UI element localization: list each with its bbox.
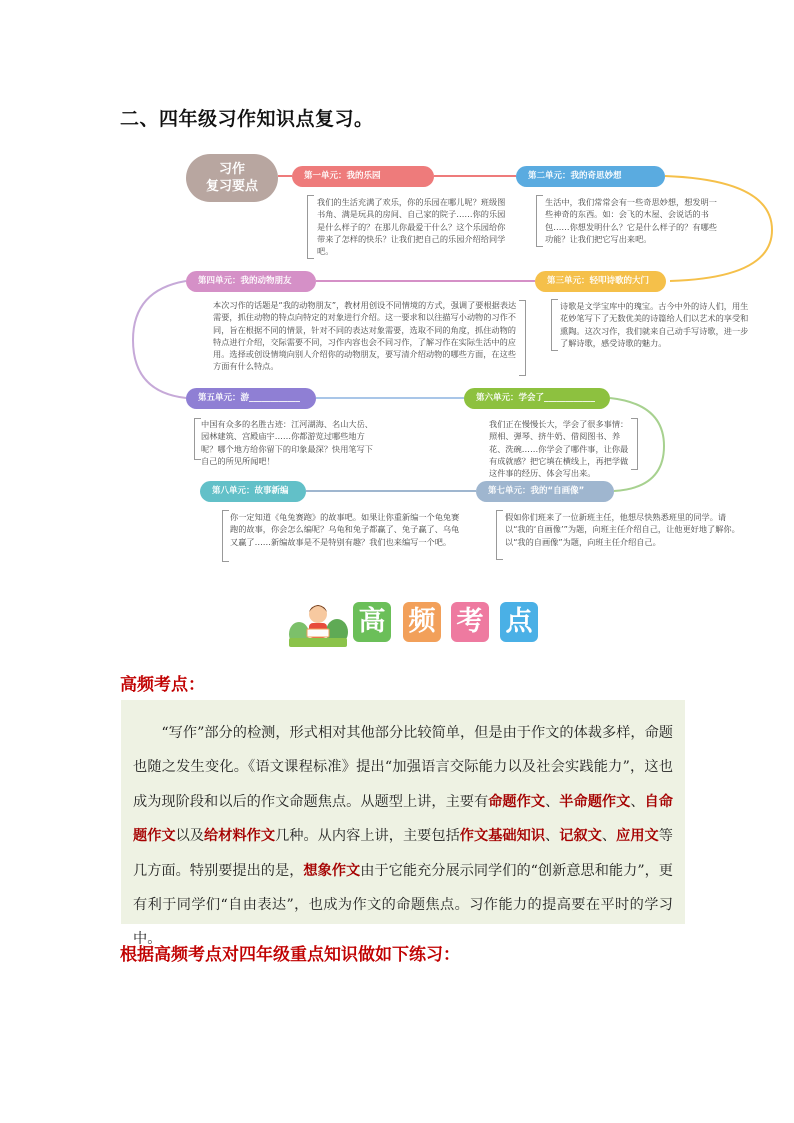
unit-4-header: 第四单元：我的动物朋友 — [186, 271, 316, 292]
keyword-text: 半命题作文 — [559, 793, 631, 810]
unit-8-bracket — [222, 510, 229, 562]
keyword-text: 命题作文 — [488, 793, 546, 810]
unit-4-bracket — [519, 300, 526, 376]
keyword-text: 记叙文 — [559, 828, 602, 845]
unit-5-header: 第五单元：游____________ — [186, 388, 316, 409]
unit-6-text: 我们正在慢慢长大，学会了很多事情：照相、弹琴、挤牛奶、借阅图书、养花、洗碗……你学会了哪件事，让你最有成就感？把它填在横线上，再把学做这件事的经历、体会写出来。 — [489, 419, 629, 479]
student-reading-icon — [285, 598, 351, 648]
banner — [285, 598, 545, 648]
paragraph-text: 几种。从内容上讲，主要包括 — [275, 828, 460, 845]
practice-heading: 根据高频考点对四年级重点知识做如下练习： — [120, 945, 460, 965]
keyword-text: 自命题作文 — [133, 793, 673, 845]
unit-7-header: 第七单元：我的“自画像” — [476, 481, 614, 502]
unit-1-text: 我们的生活充满了欢乐，你的乐园在哪儿呢？班级图书角、满是玩具的房间、自己家的院子……你的乐园是什么样子的？在那儿你最爱干什么？这个乐园给你带来了怎样的快乐？让我们把自己的乐园介绍给同学吧。 — [317, 197, 506, 257]
paragraph-text: 、 — [545, 828, 560, 845]
paragraph-text: 、 — [630, 793, 645, 810]
unit-5-text: 中国有众多的名胜古迹：江河湖海、名山大岳、园林建筑、宫殿庙宇……你都游览过哪些地方呢？哪个地方给你留下的印象最深？快用笔写下自己的所见所闻吧！ — [201, 419, 373, 466]
unit-3-header: 第三单元：轻叩诗歌的大门 — [535, 271, 666, 292]
paragraph-text: 等几方面。特别要提出的是， — [133, 828, 673, 879]
mindmap-main-label — [186, 154, 278, 202]
unit-2-header: 第二单元：我的奇思妙想 — [516, 166, 665, 187]
unit-7-bracket — [496, 510, 503, 560]
paragraph-text: “写作”部分的检测，形式相对其他部分比较简单，但是由于作文的体裁多样，命题也随之发生变化。《语文课程标准》提出“加强语言交际能力以及社会实践能力”，这也成为现阶段和以后的作文命题焦点。从题型上讲，主要有 — [133, 725, 673, 810]
keyword-text: 作文基础知识 — [459, 828, 546, 845]
unit-3-text: 诗歌是文学宝库中的瑰宝。古今中外的诗人们，用生花妙笔写下了无数优美的诗篇给人们以艺术的享受和熏陶。这次习作，我们就来自己动手写诗歌，进一步了解诗歌，感受诗歌的魅力。 — [560, 301, 749, 348]
banner-char-2: 频 — [403, 602, 441, 642]
connector-line — [133, 281, 186, 398]
unit-1-bracket — [307, 195, 314, 259]
keyword-text: 想象作文 — [303, 862, 361, 879]
unit-1-header: 第一单元：我的乐园 — [292, 166, 434, 187]
unit-7-text: 假如你们班来了一位新班主任，他想尽快熟悉班里的同学。请以“我的‘自画像’”为题，向班主任介绍自己，让他更好地了解你。以“我的自画像”为题，向班主任介绍自己。 — [505, 512, 740, 547]
unit-6-bracket — [631, 418, 638, 470]
unit-2-bracket — [536, 195, 543, 247]
keyword-text: 应用文 — [616, 828, 659, 845]
unit-5-bracket — [194, 418, 201, 460]
keyword-text: 给材料作文 — [204, 828, 276, 845]
unit-6-header: 第六单元：学会了____________ — [464, 388, 610, 409]
unit-8-header: 第八单元：故事新编 — [200, 481, 306, 502]
paragraph-text: 以及 — [175, 828, 205, 845]
paragraph-text: 、 — [601, 828, 617, 845]
unit-3-bracket — [551, 299, 558, 351]
main-label-line2: 复习要点 — [205, 179, 258, 194]
banner-char-3: 考 — [451, 602, 489, 642]
banner-char-4: 点 — [500, 602, 538, 642]
paragraph-text: 由于它能充分展示同学们的“创新意思和能力”，更有利于同学们“自由表达”，也成为作文的命题焦点。习作能力的提高要在平时的学习中。 — [133, 862, 673, 948]
main-label-line1: 习作 — [218, 162, 245, 177]
section-title: 二、四年级习作知识点复习。 — [120, 108, 374, 130]
high-frequency-note-box — [121, 700, 685, 948]
high-frequency-heading: 高频考点： — [120, 675, 205, 695]
high-frequency-paragraph — [133, 716, 673, 957]
unit-4-text: 本次习作的话题是“我的动物朋友”，教材用创设不同情境的方式，强调了要根据表达需要，抓住动物的特点向特定的对象进行介绍。这一要求和以往描写小动物的习作不同，旨在根据不同的情景，针对不同的表达对象需要，选取不同的角度，抓住动物的特点进行介绍，交际需要不同，习作内容也会不同习作，了解习作在实际生活中的应用。选择或创设情境向别人介绍你的动物朋友，要写清介绍动物的哪些方面，在这些方面有什么特点。 — [213, 300, 517, 372]
unit-2-text: 生活中，我们常常会有一些奇思妙想，想发明一些神奇的东西。如：会飞的木屋、会说话的书包……你想发明什么？它是什么样子的？有哪些功能？让我们把它写出来吧。 — [545, 197, 717, 244]
banner-char-1: 高 — [353, 602, 391, 642]
paragraph-text: 、 — [545, 793, 560, 810]
unit-8-text: 你一定知道《龟兔赛跑》的故事吧。如果让你重新编一个龟兔赛跑的故事，你会怎么编呢？乌龟和兔子都赢了、兔子赢了、乌龟又赢了……新编故事是不是特别有趣？我们也来编写一个吧。 — [230, 512, 460, 547]
